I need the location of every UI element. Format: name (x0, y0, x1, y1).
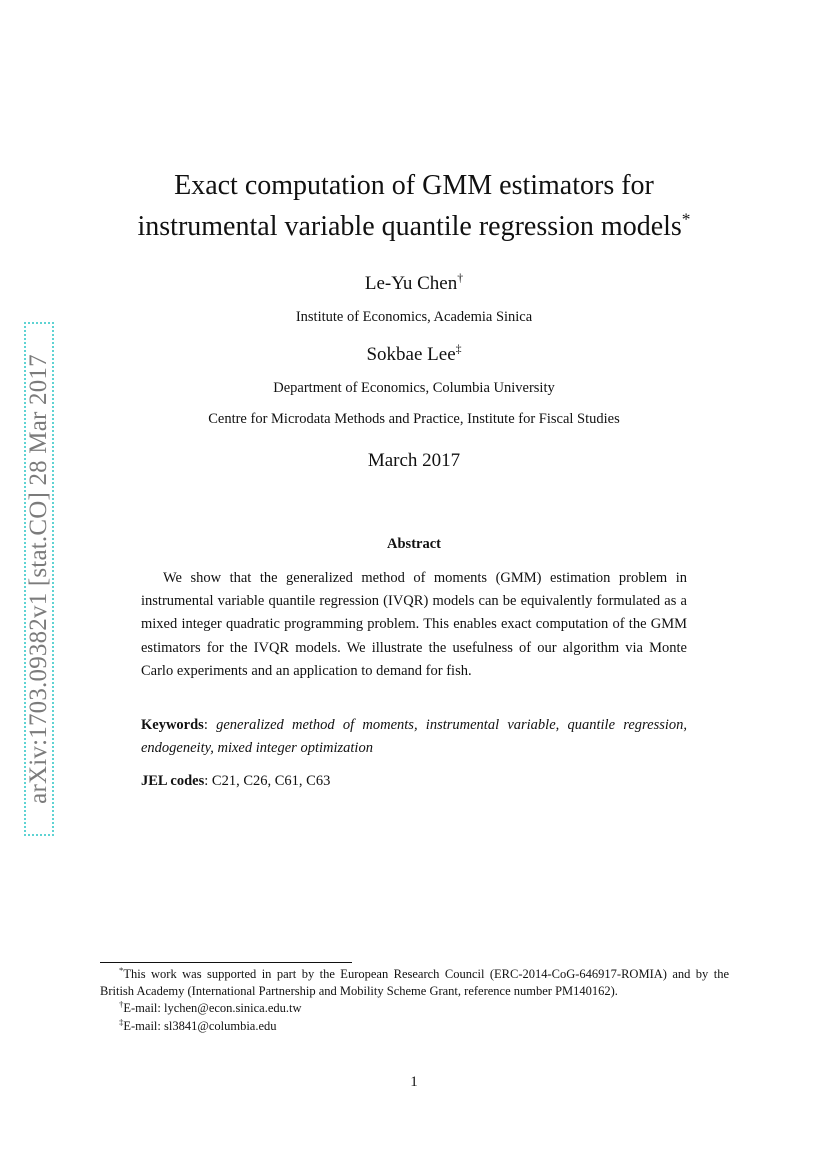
page-number: 1 (410, 1074, 418, 1090)
footnote-3-text[interactable]: E-mail: sl3841@columbia.edu (123, 1018, 277, 1033)
footnotes (100, 966, 729, 1035)
footnote-1-mark: * (119, 964, 124, 975)
jel-codes: JEL codes: C21, C26, C61, C63 (141, 773, 331, 789)
footnote-funding (100, 966, 729, 1000)
author-2-affiliation-2: Centre for Microdata Methods and Practice, Institute for Fiscal Studies (208, 411, 620, 427)
title-line-1: Exact computation of GMM estimators for (174, 170, 654, 201)
jel-label: JEL codes (141, 773, 205, 789)
author-2-footnote-mark[interactable]: ‡ (455, 342, 462, 356)
title-line-2 (0, 206, 828, 247)
author-1-name: Le-Yu Chen (364, 273, 458, 294)
author-2 (0, 344, 828, 366)
footnote-2-text[interactable]: E-mail: lychen@econ.sinica.edu.tw (123, 1001, 302, 1016)
footnote-3-mark: ‡ (119, 1016, 124, 1027)
abstract-body (141, 567, 687, 683)
author-1-footnote-mark[interactable]: † (457, 271, 464, 285)
keywords-label: Keywords (141, 717, 204, 733)
abstract-text: We show that the generalized method of moments (GMM) estimation problem in instrumental variable quantile regression (IVQR) models can be equivalently formulated as a mixed integer quadratic programming problem. This enables exact computation of the GMM estimators for the IVQR models. We illustrate the usefulness of our algorithm via Monte Carlo experiments and an application to demand for fish. (141, 570, 687, 679)
author-1 (0, 273, 828, 295)
abstract-heading: Abstract (387, 536, 441, 552)
arxiv-identifier[interactable]: arXiv:1703.09382v1 [stat.CO] 28 Mar 2017 (25, 354, 52, 804)
footnote-email-lee (100, 1018, 729, 1035)
author-1-affiliation: Institute of Economics, Academia Sinica (295, 309, 533, 325)
footnote-1-text: This work was supported in part by the European Research Council (ERC-2014-CoG-646917-ROMIA) and by the British Academy (International Partnership and Mobility Scheme Grant, reference number PM140162). (100, 967, 729, 999)
footnote-2-mark: † (119, 999, 124, 1010)
title-footnote-mark[interactable]: * (681, 209, 691, 229)
footnote-rule (100, 962, 352, 963)
author-2-affiliation-1: Department of Economics, Columbia University (273, 380, 555, 396)
jel-text: C21, C26, C61, C63 (211, 773, 331, 789)
author-2-name: Sokbae Lee (366, 344, 456, 365)
title-line-2-text: instrumental variable quantile regression models (137, 211, 682, 242)
publication-date: March 2017 (367, 450, 461, 471)
keywords-text: generalized method of moments, instrumental variable, quantile regression, endogeneity, mixed integer optimization (141, 717, 688, 757)
keywords: Keywords: generalized method of moments, instrumental variable, quantile regression, endogeneity, mixed integer optimization (141, 717, 688, 757)
footnote-email-chen (100, 1000, 729, 1017)
paper-title (0, 165, 828, 247)
